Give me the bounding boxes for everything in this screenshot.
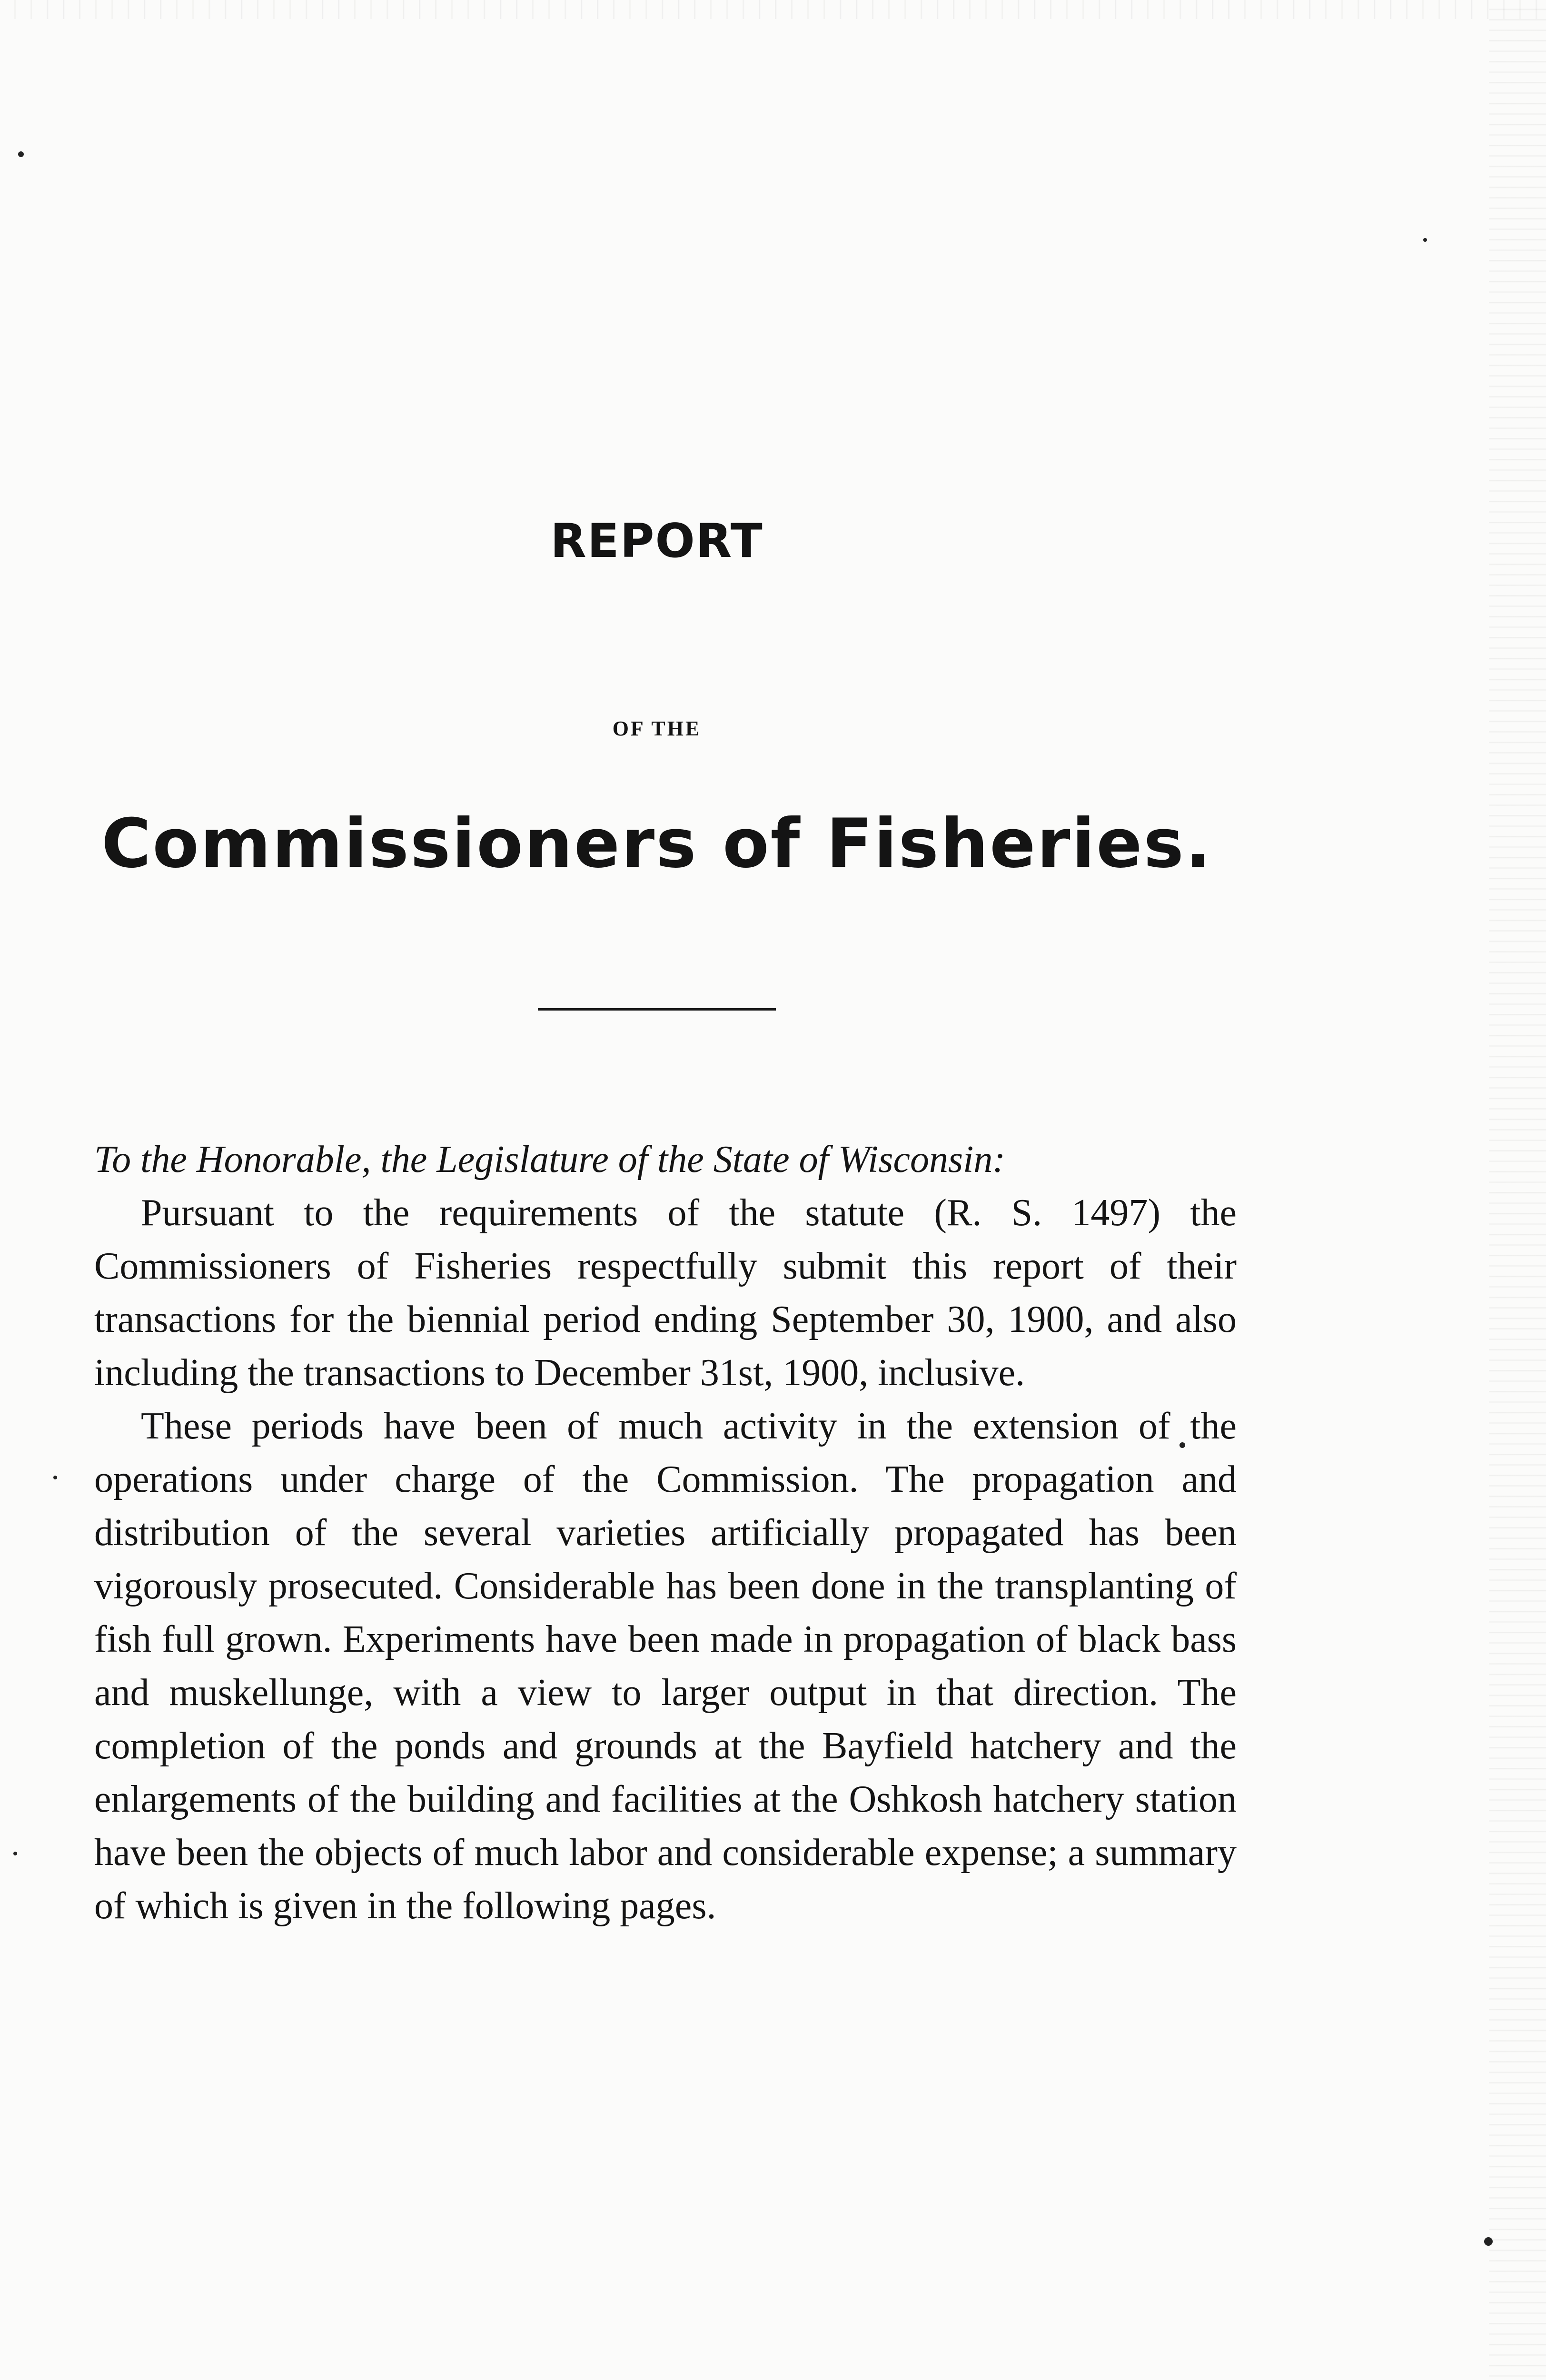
title-divider — [538, 1008, 776, 1011]
report-subheading: OF THE — [612, 717, 702, 740]
scan-noise-edge — [1489, 0, 1546, 2380]
scan-speck — [18, 151, 24, 157]
report-body — [94, 1133, 1237, 1933]
scan-speck — [1484, 2237, 1493, 2246]
scan-speck — [1423, 238, 1427, 242]
report-heading: REPORT — [550, 514, 763, 568]
scan-noise-top — [0, 0, 1546, 19]
scan-speck — [53, 1476, 57, 1479]
salutation: To the Honorable, the Legislature of the State of Wisconsin: — [94, 1139, 1005, 1180]
paragraph-intro: Pursuant to the requirements of the statute (R. S. 1497) the Commissioners of Fisheries respectfully submit this report of their transactions for the biennial period ending September 30, 1900, and also including the transactions to December 31st, 1900, inclusive. — [94, 1192, 1237, 1394]
report-title: Commissioners of Fisheries. — [101, 804, 1212, 883]
paragraph-activity: These periods have been of much activity in the extension of the operations under charge of the Commission. The propagation and distribution of the several varieties artificially propagated has been vigorously prosecuted. Considerable has been done in the transplanting of fish full grown. Experiments have been made in propagation of black bass and muskellunge, with a view to larger output in that direction. The completion of the ponds and grounds at the Bayfield hatchery and the enlargements of the building and facilities at the Oshkosh hatchery station have been the objects of much labor and considerable expense; a summary of which is given in the following pages. — [94, 1405, 1237, 1927]
scan-speck — [13, 1852, 17, 1855]
